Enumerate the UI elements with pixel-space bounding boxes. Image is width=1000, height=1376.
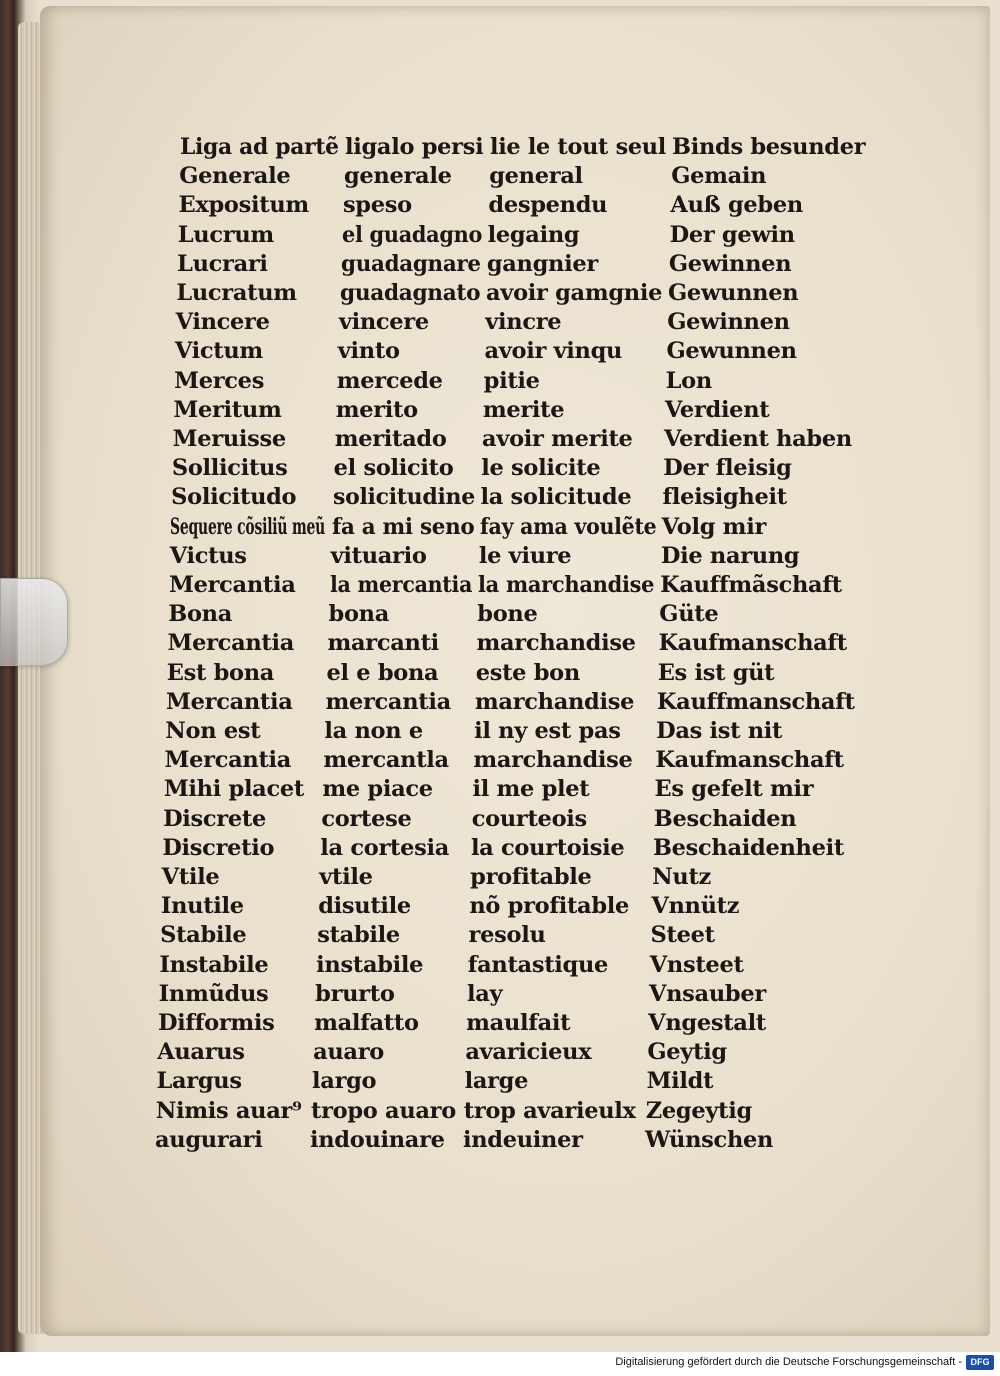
table-row — [0, 190, 1000, 220]
latin-term: Nimis auar⁹ — [155, 1097, 302, 1124]
german-term: Beschaidenheit — [652, 834, 844, 861]
italian-term: mercede — [336, 367, 443, 394]
german-term: Gewinnen — [667, 309, 790, 336]
table-row — [0, 307, 1000, 337]
french-term: avaricieux — [465, 1039, 592, 1066]
table-row — [0, 132, 1000, 162]
table-row — [0, 687, 1000, 717]
latin-term: Merces — [174, 367, 265, 394]
german-term: Es gefelt mir — [654, 776, 814, 803]
table-row — [0, 249, 1000, 279]
french-term: lie le tout seul — [490, 134, 666, 160]
german-term: Gemain — [671, 163, 767, 190]
french-term: este bon — [475, 659, 580, 686]
italian-term: cortese — [321, 805, 412, 832]
latin-term: Lucrum — [177, 221, 274, 248]
german-term: Auß geben — [670, 192, 803, 219]
french-term: avoir vinqu — [484, 338, 623, 365]
german-term: Es ist güt — [657, 659, 775, 686]
italian-term: el guadagno — [341, 221, 483, 248]
german-term: Der gewin — [669, 221, 795, 248]
italian-term: ligalo persi — [345, 134, 484, 160]
french-term: profitable — [470, 864, 592, 890]
table-row — [0, 979, 1000, 1009]
table-row — [0, 599, 1000, 629]
french-term: la courtoisie — [470, 834, 625, 861]
french-term: despendu — [488, 192, 608, 219]
french-term: resolu — [468, 922, 546, 949]
latin-term: Expositum — [178, 192, 309, 219]
german-term: Verdient — [664, 396, 770, 423]
latin-term: Difformis — [157, 1010, 275, 1036]
french-term: lay — [466, 980, 503, 1007]
french-term: courteois — [471, 805, 587, 832]
latin-term: Vtile — [161, 864, 220, 890]
german-term: Gewinnen — [668, 250, 792, 277]
latin-term: Victus — [169, 542, 247, 569]
german-term: Binds besunder — [672, 134, 866, 160]
italian-term: vituario — [330, 542, 427, 569]
table-row — [0, 891, 1000, 921]
german-term: Vngestalt — [648, 1010, 766, 1036]
italian-term: marcanti — [327, 630, 439, 657]
german-term: Der fleisig — [663, 455, 792, 482]
french-term: bone — [477, 601, 538, 628]
french-term: nõ profitable — [469, 893, 630, 920]
french-term: la solicitude — [480, 484, 632, 511]
table-row — [0, 278, 1000, 308]
german-term: Wünschen — [645, 1126, 774, 1153]
table-row — [0, 161, 1000, 191]
italian-term: brurto — [315, 980, 395, 1007]
german-term: Mildt — [646, 1068, 714, 1095]
latin-term: Lucrari — [177, 250, 268, 277]
german-term: Das ist nit — [656, 718, 783, 744]
table-row — [0, 745, 1000, 775]
table-row — [0, 804, 1000, 834]
french-term: trop avarieulx — [463, 1097, 636, 1124]
french-term: legaing — [487, 221, 580, 248]
footer-bar — [0, 1352, 1000, 1376]
italian-term: vtile — [319, 864, 373, 890]
french-term: merite — [482, 396, 565, 423]
latin-term: Discretio — [162, 834, 275, 861]
italian-term: indouinare — [310, 1126, 445, 1153]
italian-term: mercantia — [325, 688, 451, 715]
table-row — [0, 950, 1000, 980]
latin-term: Mercantia — [166, 688, 293, 715]
table-row — [0, 541, 1000, 571]
latin-term: Mercantia — [168, 572, 296, 598]
table-row — [0, 220, 1000, 250]
latin-term: Meritum — [173, 396, 282, 423]
german-term: Lon — [665, 367, 712, 394]
table-row — [0, 1066, 1000, 1096]
german-term: Volg mir — [661, 513, 766, 540]
german-term: Gewunnen — [668, 280, 799, 306]
table-row — [0, 1008, 1000, 1038]
french-term: fay ama voulẽte — [479, 513, 657, 540]
latin-term: Mihi placet — [163, 776, 304, 803]
italian-term: malfatto — [314, 1010, 419, 1036]
table-row — [0, 716, 1000, 746]
latin-term: Sequere cõsiliũ meũ — [170, 513, 326, 540]
table-row — [0, 424, 1000, 454]
french-term: marchandise — [476, 630, 636, 657]
german-term: Die narung — [660, 542, 800, 569]
table-row — [0, 453, 1000, 483]
latin-term: Solicitudo — [171, 484, 297, 511]
german-term: Nutz — [652, 864, 712, 890]
german-term: Verdient haben — [664, 426, 852, 452]
italian-term: solicitudine — [332, 484, 475, 511]
latin-term: Bona — [168, 601, 232, 628]
italian-term: la non e — [324, 718, 423, 744]
latin-term: Vincere — [175, 309, 270, 336]
table-row — [0, 628, 1000, 658]
italian-term: guadagnato — [339, 280, 481, 306]
table-row — [0, 774, 1000, 804]
french-term: il me plet — [472, 776, 590, 803]
german-term: Geytig — [647, 1039, 727, 1066]
italian-term: mercantla — [323, 747, 449, 774]
french-term: il ny est pas — [474, 718, 621, 744]
latin-term: Mercantia — [167, 630, 295, 657]
table-row — [0, 920, 1000, 950]
german-term: Beschaiden — [653, 805, 797, 832]
german-term: Vnnütz — [651, 893, 740, 920]
latin-term: Mercantia — [164, 747, 292, 774]
dfg-logo: DFG — [966, 1355, 994, 1370]
german-term: Vnsauber — [648, 980, 766, 1007]
italian-term: speso — [342, 192, 412, 219]
latin-term: Inutile — [160, 893, 244, 920]
french-term: maulfait — [466, 1010, 571, 1036]
latin-term: Largus — [156, 1068, 242, 1095]
french-term: pitie — [483, 367, 540, 394]
latin-term: Auarus — [157, 1039, 245, 1066]
german-term: Kauffmãschaft — [660, 572, 842, 598]
table-row — [0, 1125, 1000, 1155]
french-term: marchandise — [473, 747, 633, 774]
latin-term: Est bona — [166, 659, 275, 686]
german-term: Steet — [650, 922, 715, 949]
french-term: general — [489, 163, 583, 190]
table-row — [0, 1037, 1000, 1067]
french-term: gangnier — [486, 250, 598, 277]
italian-term: guadagnare — [340, 250, 481, 277]
italian-term: vinto — [337, 338, 400, 365]
french-term: le viure — [478, 542, 572, 569]
italian-term: meritado — [334, 426, 447, 452]
footer-credit: Digitalisierung gefördert durch die Deutsche Forschungsgemeinschaft - — [615, 1356, 962, 1368]
italian-term: me piace — [322, 776, 433, 803]
latin-term: augurari — [155, 1126, 263, 1153]
italian-term: el solicito — [333, 455, 454, 482]
german-term: Kaufmanschaft — [655, 747, 844, 774]
italian-term: fa a mi seno — [331, 513, 475, 540]
french-term: avoir merite — [482, 426, 633, 452]
french-term: indeuiner — [463, 1126, 583, 1153]
italian-term: largo — [312, 1068, 377, 1095]
italian-term: merito — [335, 396, 418, 423]
italian-term: generale — [343, 163, 452, 190]
italian-term: bona — [328, 601, 389, 628]
table-row — [0, 833, 1000, 863]
french-term: la marchandise — [478, 572, 655, 598]
german-term: Kaufmanschaft — [658, 630, 847, 657]
italian-term: disutile — [318, 893, 411, 920]
italian-term: la cortesia — [320, 834, 450, 861]
french-term: fantastique — [467, 951, 609, 978]
latin-term: Lucratum — [176, 280, 297, 306]
italian-term: auaro — [313, 1039, 384, 1066]
latin-term: Victum — [174, 338, 263, 365]
table-row — [0, 366, 1000, 396]
french-term: avoir gamgnie — [486, 280, 663, 306]
german-term: Gewunnen — [666, 338, 797, 365]
french-term: marchandise — [474, 688, 635, 715]
german-term: fleisigheit — [662, 484, 787, 511]
latin-term: Meruisse — [172, 426, 286, 452]
italian-term: tropo auaro — [311, 1097, 456, 1124]
table-row — [0, 862, 1000, 892]
italian-term: stabile — [317, 922, 400, 949]
french-term: vincre — [485, 309, 562, 336]
german-term: Zegeytig — [645, 1097, 752, 1124]
table-row — [0, 482, 1000, 512]
german-term: Kauffmanschaft — [656, 688, 855, 715]
table-row — [0, 658, 1000, 688]
italian-term: vincere — [338, 309, 429, 336]
table-row — [0, 512, 1000, 542]
italian-term: la mercantia — [329, 572, 472, 598]
table-row — [0, 395, 1000, 425]
latin-term: Instabile — [159, 951, 269, 978]
latin-term: Liga ad partẽ — [180, 134, 339, 160]
latin-term: Stabile — [160, 922, 247, 949]
german-term: Vnsteet — [649, 951, 744, 978]
french-term: large — [464, 1068, 529, 1095]
latin-term: Inmũdus — [158, 980, 269, 1007]
latin-term: Discrete — [163, 805, 266, 832]
italian-term: el e bona — [326, 659, 439, 686]
table-row — [0, 336, 1000, 366]
italian-term: instabile — [316, 951, 424, 978]
latin-term: Sollicitus — [171, 455, 288, 482]
french-term: le solicite — [481, 455, 601, 482]
table-row — [0, 1096, 1000, 1126]
latin-term: Generale — [179, 163, 291, 190]
table-row — [0, 570, 1000, 600]
german-term: Güte — [659, 601, 719, 628]
latin-term: Non est — [165, 718, 261, 744]
